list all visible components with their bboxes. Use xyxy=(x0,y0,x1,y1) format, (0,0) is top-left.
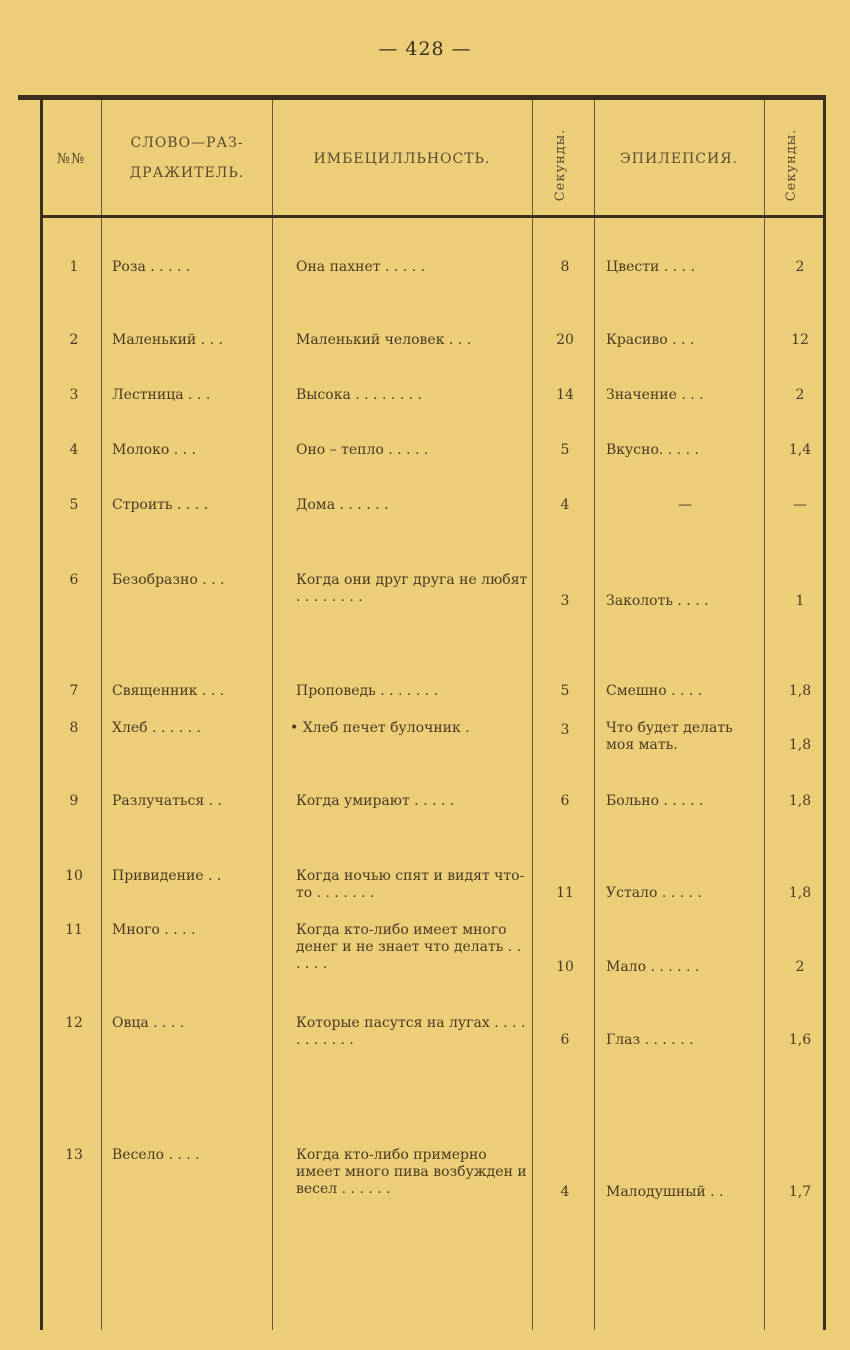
header-num: №№ xyxy=(56,151,86,167)
row-number: 6 xyxy=(69,572,79,588)
epilepsy-response: Устало . . . . . xyxy=(606,885,702,901)
epilepsy-seconds: 1,8 xyxy=(788,683,812,699)
row-number: 4 xyxy=(69,442,79,458)
epilepsy-response: Малодушный . . xyxy=(606,1184,724,1200)
row-number: 12 xyxy=(65,1015,83,1031)
epilepsy-seconds: 12 xyxy=(791,332,809,348)
row-number: 11 xyxy=(65,922,83,938)
epilepsy-seconds: 1,7 xyxy=(788,1184,812,1200)
epilepsy-response: Смешно . . . . xyxy=(606,683,703,699)
row-number: 1 xyxy=(69,259,79,275)
header-seconds-1: Секунды. xyxy=(553,128,568,202)
imbecility-response: Проповедь . . . . . . . xyxy=(296,683,439,699)
imbecility-response: Когда ночью спят и видят что-то . . . . . . . xyxy=(296,868,525,901)
header-seconds-2: Секунды. xyxy=(784,128,799,202)
imbecility-response: • Хлеб печет булочник . xyxy=(290,720,470,736)
table-right-border xyxy=(823,100,826,1330)
header-epilepsy: ЭПИЛЕПСИЯ. xyxy=(620,151,738,167)
column-divider xyxy=(594,100,595,1330)
imbecility-response: Она пахнет . . . . . xyxy=(296,259,426,275)
imbecility-seconds: 8 xyxy=(560,259,570,275)
epilepsy-response: Цвести . . . . xyxy=(606,259,695,275)
stimulus-word: Безобразно . . . xyxy=(112,572,225,588)
imbecility-response: Когда они друг друга не любят . . . . . . . . xyxy=(296,572,528,605)
epilepsy-response: Значение . . . xyxy=(606,387,704,403)
column-divider xyxy=(764,100,765,1330)
imbecility-seconds: 3 xyxy=(560,593,570,609)
epilepsy-seconds: 1 xyxy=(795,593,805,609)
epilepsy-response: — xyxy=(678,497,692,513)
header-bottom-rule xyxy=(40,215,826,218)
stimulus-word: Весело . . . . xyxy=(112,1147,200,1163)
stimulus-word: Лестница . . . xyxy=(112,387,211,403)
row-number: 8 xyxy=(69,720,79,736)
table-top-rule xyxy=(18,95,826,100)
imbecility-response: Оно – тепло . . . . . xyxy=(296,442,429,458)
epilepsy-seconds: 1,6 xyxy=(788,1032,812,1048)
imbecility-seconds: 11 xyxy=(556,885,574,901)
epilepsy-seconds: 1,4 xyxy=(788,442,812,458)
stimulus-word: Хлеб . . . . . . xyxy=(112,720,201,736)
row-number: 2 xyxy=(69,332,79,348)
epilepsy-response: Больно . . . . . xyxy=(606,793,704,809)
column-divider xyxy=(101,100,102,1330)
imbecility-response: Которые пасутся на лугах . . . . . . . . . . . xyxy=(296,1015,526,1048)
epilepsy-seconds: 2 xyxy=(795,259,805,275)
imbecility-response: Маленький человек . . . xyxy=(296,332,472,348)
epilepsy-seconds: 2 xyxy=(795,387,805,403)
imbecility-seconds: 5 xyxy=(560,683,570,699)
epilepsy-response: Что будет делать моя мать. xyxy=(606,720,733,753)
imbecility-seconds: 20 xyxy=(556,332,574,348)
epilepsy-response: Глаз . . . . . . xyxy=(606,1032,694,1048)
epilepsy-seconds: 2 xyxy=(795,959,805,975)
imbecility-seconds: 10 xyxy=(556,959,574,975)
header-imbecility: ИМБЕЦИЛЛЬНОСТЬ. xyxy=(313,151,491,167)
epilepsy-response: Красиво . . . xyxy=(606,332,695,348)
stimulus-word: Роза . . . . . xyxy=(112,259,191,275)
header-word: СЛОВО—РАЗ- ДРАЖИТЕЛЬ. xyxy=(129,135,245,181)
imbecility-response: Высока . . . . . . . . xyxy=(296,387,422,403)
table-left-border xyxy=(40,100,43,1330)
epilepsy-response: Заколоть . . . . xyxy=(606,593,709,609)
imbecility-seconds: 5 xyxy=(560,442,570,458)
epilepsy-seconds: — xyxy=(793,497,807,513)
stimulus-word: Овца . . . . xyxy=(112,1015,185,1031)
epilepsy-seconds: 1,8 xyxy=(788,737,812,753)
row-number: 7 xyxy=(69,683,79,699)
stimulus-word: Много . . . . xyxy=(112,922,196,938)
imbecility-seconds: 4 xyxy=(560,1184,570,1200)
imbecility-response: Когда кто-либо имеет много денег и не знает что делать . . . . . . xyxy=(296,922,522,972)
row-number: 9 xyxy=(69,793,79,809)
epilepsy-seconds: 1,8 xyxy=(788,885,812,901)
column-divider xyxy=(532,100,533,1330)
epilepsy-response: Вкусно. . . . . xyxy=(606,442,699,458)
imbecility-seconds: 14 xyxy=(556,387,574,403)
imbecility-response: Дома . . . . . . xyxy=(296,497,389,513)
imbecility-seconds: 6 xyxy=(560,1032,570,1048)
column-divider xyxy=(272,100,273,1330)
stimulus-word: Разлучаться . . xyxy=(112,793,222,809)
stimulus-word: Молоко . . . xyxy=(112,442,196,458)
epilepsy-response: Мало . . . . . . xyxy=(606,959,700,975)
row-number: 10 xyxy=(65,868,83,884)
stimulus-word: Маленький . . . xyxy=(112,332,223,348)
stimulus-word: Строить . . . . xyxy=(112,497,209,513)
imbecility-response: Когда кто-либо примерно имеет много пива возбужден и весел . . . . . . xyxy=(296,1147,527,1197)
imbecility-seconds: 3 xyxy=(560,722,570,738)
row-number: 13 xyxy=(65,1147,83,1163)
row-number: 3 xyxy=(69,387,79,403)
epilepsy-seconds: 1,8 xyxy=(788,793,812,809)
imbecility-seconds: 4 xyxy=(560,497,570,513)
page-number: — 428 — xyxy=(378,38,472,60)
stimulus-word: Священник . . . xyxy=(112,683,225,699)
imbecility-response: Когда умирают . . . . . xyxy=(296,793,455,809)
row-number: 5 xyxy=(69,497,79,513)
stimulus-word: Привидение . . xyxy=(112,868,222,884)
imbecility-seconds: 6 xyxy=(560,793,570,809)
